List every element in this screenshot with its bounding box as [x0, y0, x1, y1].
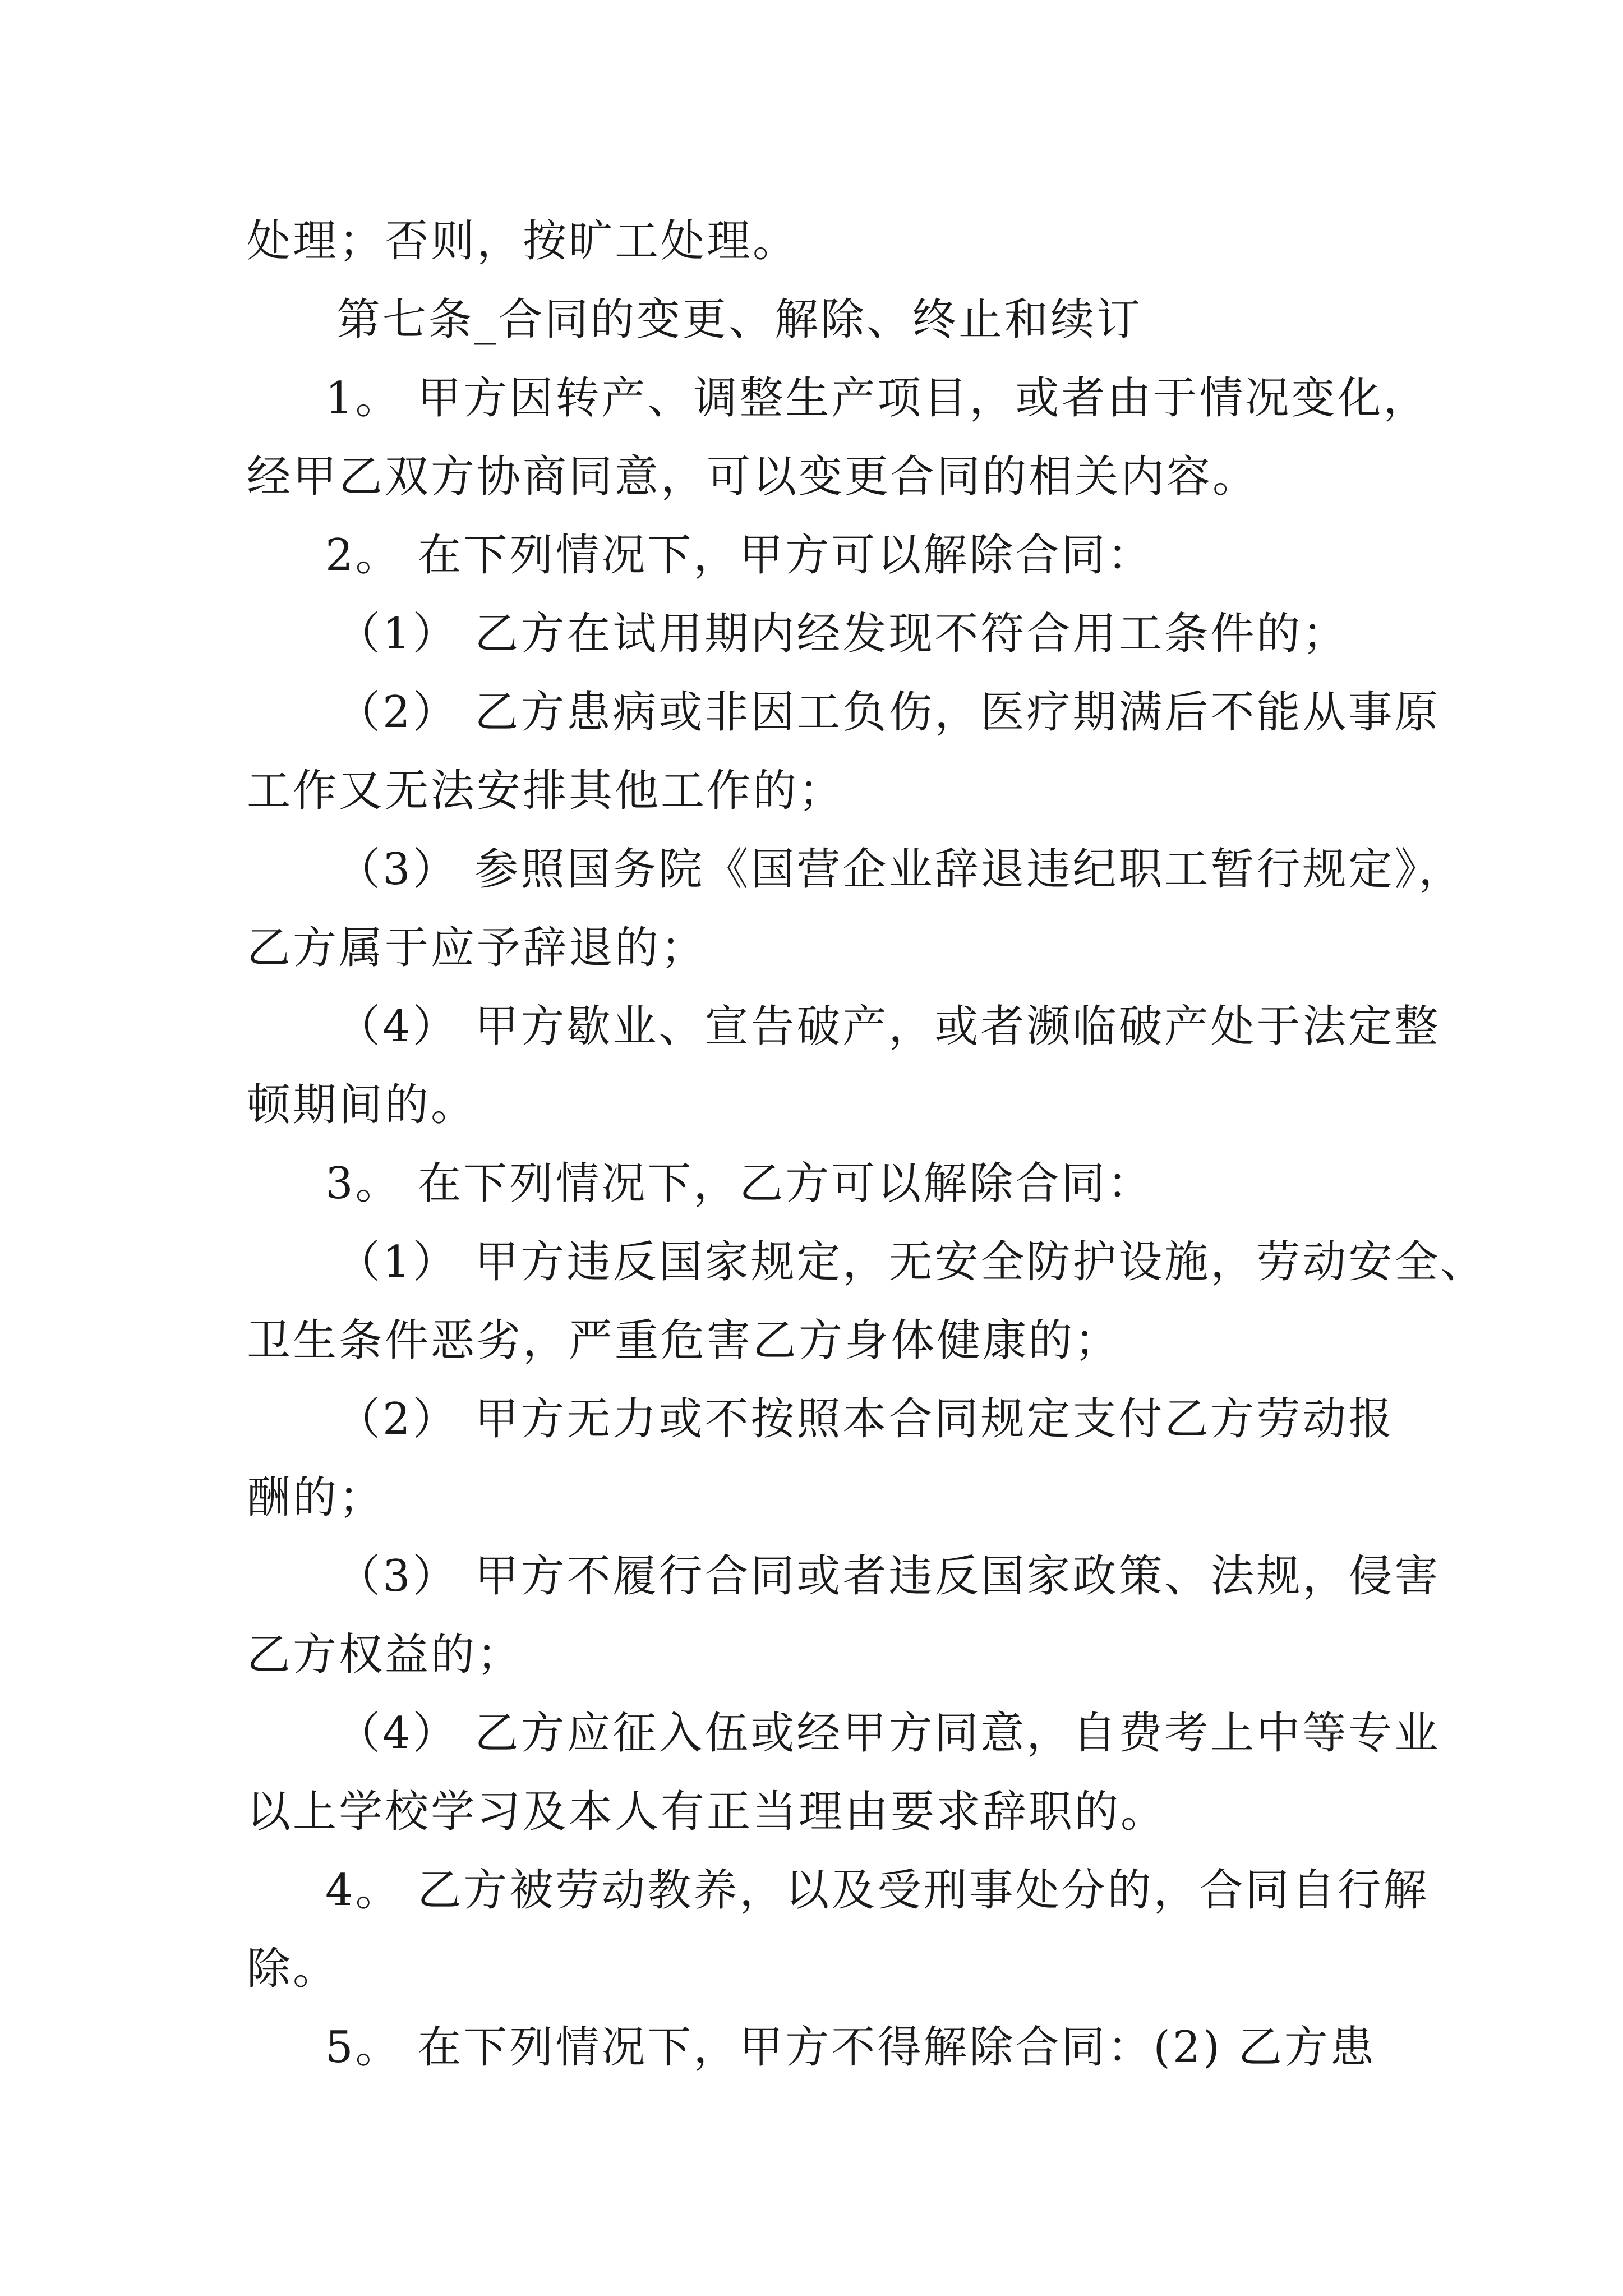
- text-line-1: 处理；否则，按旷工处理。: [247, 216, 799, 266]
- text-line-13: 3。 在下列情况下，乙方可以解除合同：: [325, 1158, 1154, 1209]
- text-line-12: 顿期间的。: [247, 1080, 477, 1130]
- text-line-9: （3） 参照国务院《国营企业辞退违纪职工暂行规定》，: [336, 844, 1465, 895]
- text-line-3: 1。 甲方因转产、调整生产项目，或者由于情况变化，: [325, 373, 1430, 424]
- text-line-4: 经甲乙双方协商同意，可以变更合同的相关内容。: [247, 452, 1259, 502]
- text-line-6: （1） 乙方在试用期内经发现不符合用工条件的；: [336, 609, 1349, 659]
- text-line-18: （3） 甲方不履行合同或者违反国家政策、法规，侵害: [336, 1551, 1441, 1602]
- text-line-8: 工作又无法安排其他工作的；: [247, 766, 845, 816]
- text-line-7: （2） 乙方患病或非因工负伤，医疗期满后不能从事原: [336, 687, 1441, 738]
- text-line-16: （2） 甲方无力或不按照本合同规定支付乙方劳动报: [336, 1394, 1395, 1444]
- text-line-20: （4） 乙方应征入伍或经甲方同意，自费考上中等专业: [336, 1708, 1441, 1759]
- text-line-11: （4） 甲方歇业、宣告破产，或者濒临破产处于法定整: [336, 1001, 1441, 1052]
- text-line-5: 2。 在下列情况下，甲方可以解除合同：: [325, 530, 1154, 581]
- text-line-24: 5。 在下列情况下，甲方不得解除合同：(2) 乙方患: [325, 2022, 1376, 2073]
- text-line-14: （1） 甲方违反国家规定，无安全防护设施，劳动安全、: [336, 1237, 1487, 1287]
- text-line-22: 4。 乙方被劳动教养，以及受刑事处分的，合同自行解: [325, 1865, 1430, 1916]
- text-line-10: 乙方属于应予辞退的；: [247, 923, 707, 973]
- text-line-17: 酬的；: [247, 1473, 385, 1523]
- article-7-heading: 第七条_合同的变更、解除、终止和续订: [336, 295, 1143, 345]
- text-line-21: 以上学校学习及本人有正当理由要求辞职的。: [247, 1787, 1167, 1837]
- text-line-19: 乙方权益的；: [247, 1630, 523, 1680]
- text-line-15: 卫生条件恶劣，严重危害乙方身体健康的；: [247, 1315, 1121, 1366]
- text-line-23: 除。: [247, 1944, 339, 1994]
